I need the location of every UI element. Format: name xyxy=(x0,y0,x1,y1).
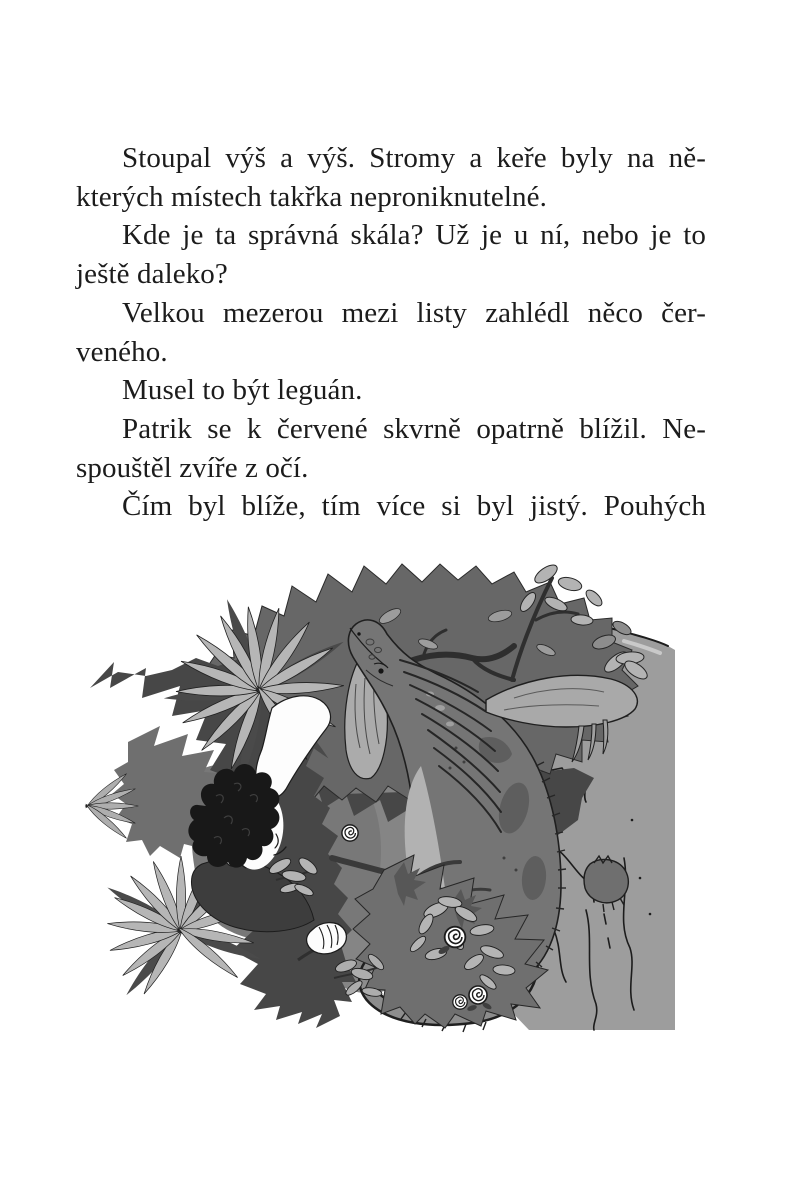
iguana-nostril xyxy=(357,632,360,635)
text-line: Musel to být leguán. xyxy=(122,374,363,407)
text-line: Patrik se k červené skvrně opatrně blížil. Ne- xyxy=(122,412,706,445)
snail-shell xyxy=(453,995,467,1009)
text-line: kterých místech takřka neproniknutelné. xyxy=(76,180,547,213)
text-line: Kde je ta správná skála? Už je u ní, nebo je to xyxy=(122,219,706,252)
text-line: Stoupal výš a výš. Stromy a keře byly na ně- xyxy=(122,142,706,174)
text-line: ještě daleko? xyxy=(76,258,228,291)
text-line: spouštěl zvíře z očí. xyxy=(76,451,309,484)
iguana-eye xyxy=(378,668,383,673)
snail-shell xyxy=(342,825,358,841)
snail-shell xyxy=(445,927,466,948)
story-text xyxy=(76,139,706,526)
illustration-iguana-scene xyxy=(84,558,684,1090)
snail-shell xyxy=(469,986,487,1004)
text-line: Čím byl blíže, tím více si byl jistý. Pouhých xyxy=(122,490,706,523)
text-line: Velkou mezerou mezi listy zahlédl něco čer- xyxy=(122,296,706,329)
text-line: veného. xyxy=(76,335,168,368)
